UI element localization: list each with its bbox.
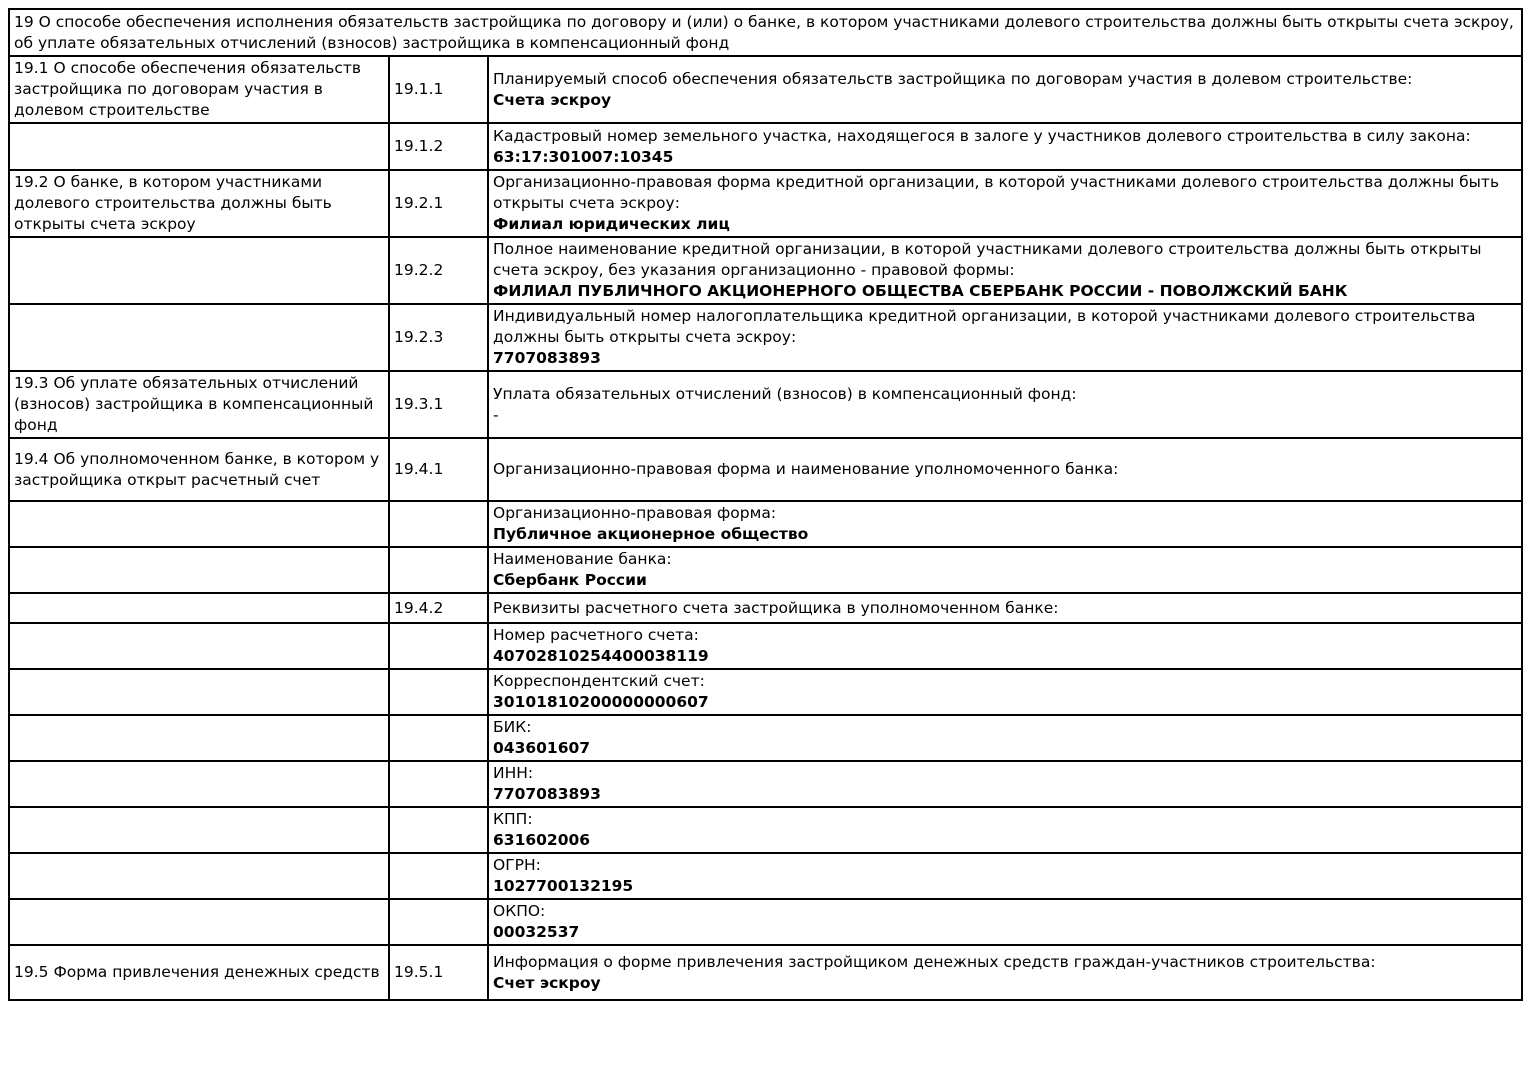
row-content xyxy=(488,371,1522,438)
row-label: 19.1 О способе обеспечения обязательств застройщика по договорам участия в долевом строительстве xyxy=(9,56,389,123)
row-label xyxy=(9,899,389,945)
table-row xyxy=(9,438,1522,501)
row-label: 19.3 Об уплате обязательных отчислений (взносов) застройщика в компенсационный фонд xyxy=(9,371,389,438)
row-answer: Счет эскроу xyxy=(493,973,601,992)
row-content xyxy=(488,807,1522,853)
row-question: Полное наименование кредитной организации, в которой участниками долевого строительства должны быть открыты счета эскроу, без указания организационно - правовой формы: xyxy=(493,240,1482,279)
row-answer: Сбербанк России xyxy=(493,571,647,589)
row-label xyxy=(9,237,389,304)
row-content xyxy=(488,237,1522,304)
row-label xyxy=(9,623,389,669)
row-code: 19.1.2 xyxy=(389,123,488,170)
row-question: Номер расчетного счета: xyxy=(493,626,699,644)
row-content xyxy=(488,501,1522,547)
row-question: Реквизиты расчетного счета застройщика в уполномоченном банке: xyxy=(493,598,1059,617)
row-content xyxy=(488,623,1522,669)
row-content xyxy=(488,761,1522,807)
row-code xyxy=(389,623,488,669)
row-question: Индивидуальный номер налогоплательщика кредитной организации, в которой участниками долевого строительства должны быть открыты счета эскроу: xyxy=(493,307,1476,346)
row-label xyxy=(9,853,389,899)
row-content xyxy=(488,123,1522,170)
row-code xyxy=(389,807,488,853)
row-content xyxy=(488,170,1522,237)
row-question: ОГРН: xyxy=(493,856,541,874)
row-content xyxy=(488,899,1522,945)
row-question: БИК: xyxy=(493,718,532,736)
table-row xyxy=(9,761,1522,807)
table-row xyxy=(9,669,1522,715)
row-answer: 043601607 xyxy=(493,739,591,757)
row-content xyxy=(488,56,1522,123)
row-code xyxy=(389,547,488,593)
row-content xyxy=(488,593,1522,623)
row-label xyxy=(9,304,389,371)
row-content xyxy=(488,438,1522,501)
table-row xyxy=(9,237,1522,304)
row-question: Организационно-правовая форма и наименование уполномоченного банка: xyxy=(493,460,1119,478)
table-row xyxy=(9,899,1522,945)
row-code xyxy=(389,501,488,547)
row-question: ИНН: xyxy=(493,764,534,782)
row-question: Уплата обязательных отчислений (взносов) в компенсационный фонд: xyxy=(493,384,1077,403)
table-row xyxy=(9,807,1522,853)
row-content xyxy=(488,669,1522,715)
row-question: Планируемый способ обеспечения обязательств застройщика по договорам участия в долевом строительстве: xyxy=(493,69,1413,88)
row-code: 19.1.1 xyxy=(389,56,488,123)
row-question: ОКПО: xyxy=(493,902,546,920)
table-row xyxy=(9,623,1522,669)
row-answer: - xyxy=(493,405,499,424)
row-answer: 7707083893 xyxy=(493,349,601,367)
table-row xyxy=(9,593,1522,623)
declaration-table xyxy=(8,8,1523,1001)
row-content xyxy=(488,304,1522,371)
row-question: Корреспондентский счет: xyxy=(493,672,705,690)
row-code xyxy=(389,899,488,945)
row-label: 19.2 О банке, в котором участниками долевого строительства должны быть открыты счета эскроу xyxy=(9,170,389,237)
table-row xyxy=(9,123,1522,170)
row-code: 19.3.1 xyxy=(389,371,488,438)
row-code: 19.2.2 xyxy=(389,237,488,304)
row-label xyxy=(9,593,389,623)
row-content xyxy=(488,547,1522,593)
row-content xyxy=(488,853,1522,899)
row-label xyxy=(9,807,389,853)
row-question: Организационно-правовая форма: xyxy=(493,504,777,522)
row-answer: 631602006 xyxy=(493,831,591,849)
table-row xyxy=(9,945,1522,1000)
row-question: Наименование банка: xyxy=(493,550,672,568)
row-code xyxy=(389,715,488,761)
row-question: Кадастровый номер земельного участка, находящегося в залоге у участников долевого строительства в силу закона: xyxy=(493,126,1471,145)
row-code: 19.5.1 xyxy=(389,945,488,1000)
table-row xyxy=(9,9,1522,56)
table-row xyxy=(9,56,1522,123)
row-label xyxy=(9,123,389,170)
row-label: 19.5 Форма привлечения денежных средств xyxy=(9,945,389,1000)
row-content xyxy=(488,945,1522,1000)
table-row xyxy=(9,371,1522,438)
row-answer: 63:17:301007:10345 xyxy=(493,147,674,166)
row-label xyxy=(9,501,389,547)
row-label xyxy=(9,761,389,807)
table-row xyxy=(9,170,1522,237)
table-row xyxy=(9,304,1522,371)
row-code xyxy=(389,853,488,899)
row-answer: 40702810254400038119 xyxy=(493,647,709,665)
row-answer: 00032537 xyxy=(493,923,580,941)
table-row xyxy=(9,853,1522,899)
row-code: 19.4.2 xyxy=(389,593,488,623)
row-code: 19.4.1 xyxy=(389,438,488,501)
row-label xyxy=(9,715,389,761)
row-label xyxy=(9,547,389,593)
row-question: КПП: xyxy=(493,810,533,828)
row-question: Организационно-правовая форма кредитной организации, в которой участниками долевого строительства должны быть открыты счета эскроу: xyxy=(493,173,1500,212)
table-row xyxy=(9,501,1522,547)
row-code: 19.2.1 xyxy=(389,170,488,237)
row-answer: Публичное акционерное общество xyxy=(493,525,809,543)
row-code xyxy=(389,669,488,715)
table-row xyxy=(9,547,1522,593)
row-answer: Филиал юридических лиц xyxy=(493,215,730,233)
row-answer: Счета эскроу xyxy=(493,90,612,109)
table-row xyxy=(9,715,1522,761)
row-answer: 7707083893 xyxy=(493,785,601,803)
row-answer: 1027700132195 xyxy=(493,877,634,895)
row-content xyxy=(488,715,1522,761)
row-code xyxy=(389,761,488,807)
row-answer: ФИЛИАЛ ПУБЛИЧНОГО АКЦИОНЕРНОГО ОБЩЕСТВА СБЕРБАНК РОССИИ - ПОВОЛЖСКИЙ БАНК xyxy=(493,282,1348,300)
row-code: 19.2.3 xyxy=(389,304,488,371)
row-label: 19.4 Об уполномоченном банке, в котором у застройщика открыт расчетный счет xyxy=(9,438,389,501)
row-question: Информация о форме привлечения застройщиком денежных средств граждан-участников строительства: xyxy=(493,952,1376,971)
row-answer: 30101810200000000607 xyxy=(493,693,709,711)
section-header: 19 О способе обеспечения исполнения обязательств застройщика по договору и (или) о банке, в котором участниками долевого строительства должны быть открыты счета эскроу, об уплате обязательных отчислений (взносов) застройщика в компенсационный фонд xyxy=(9,9,1522,56)
row-label xyxy=(9,669,389,715)
